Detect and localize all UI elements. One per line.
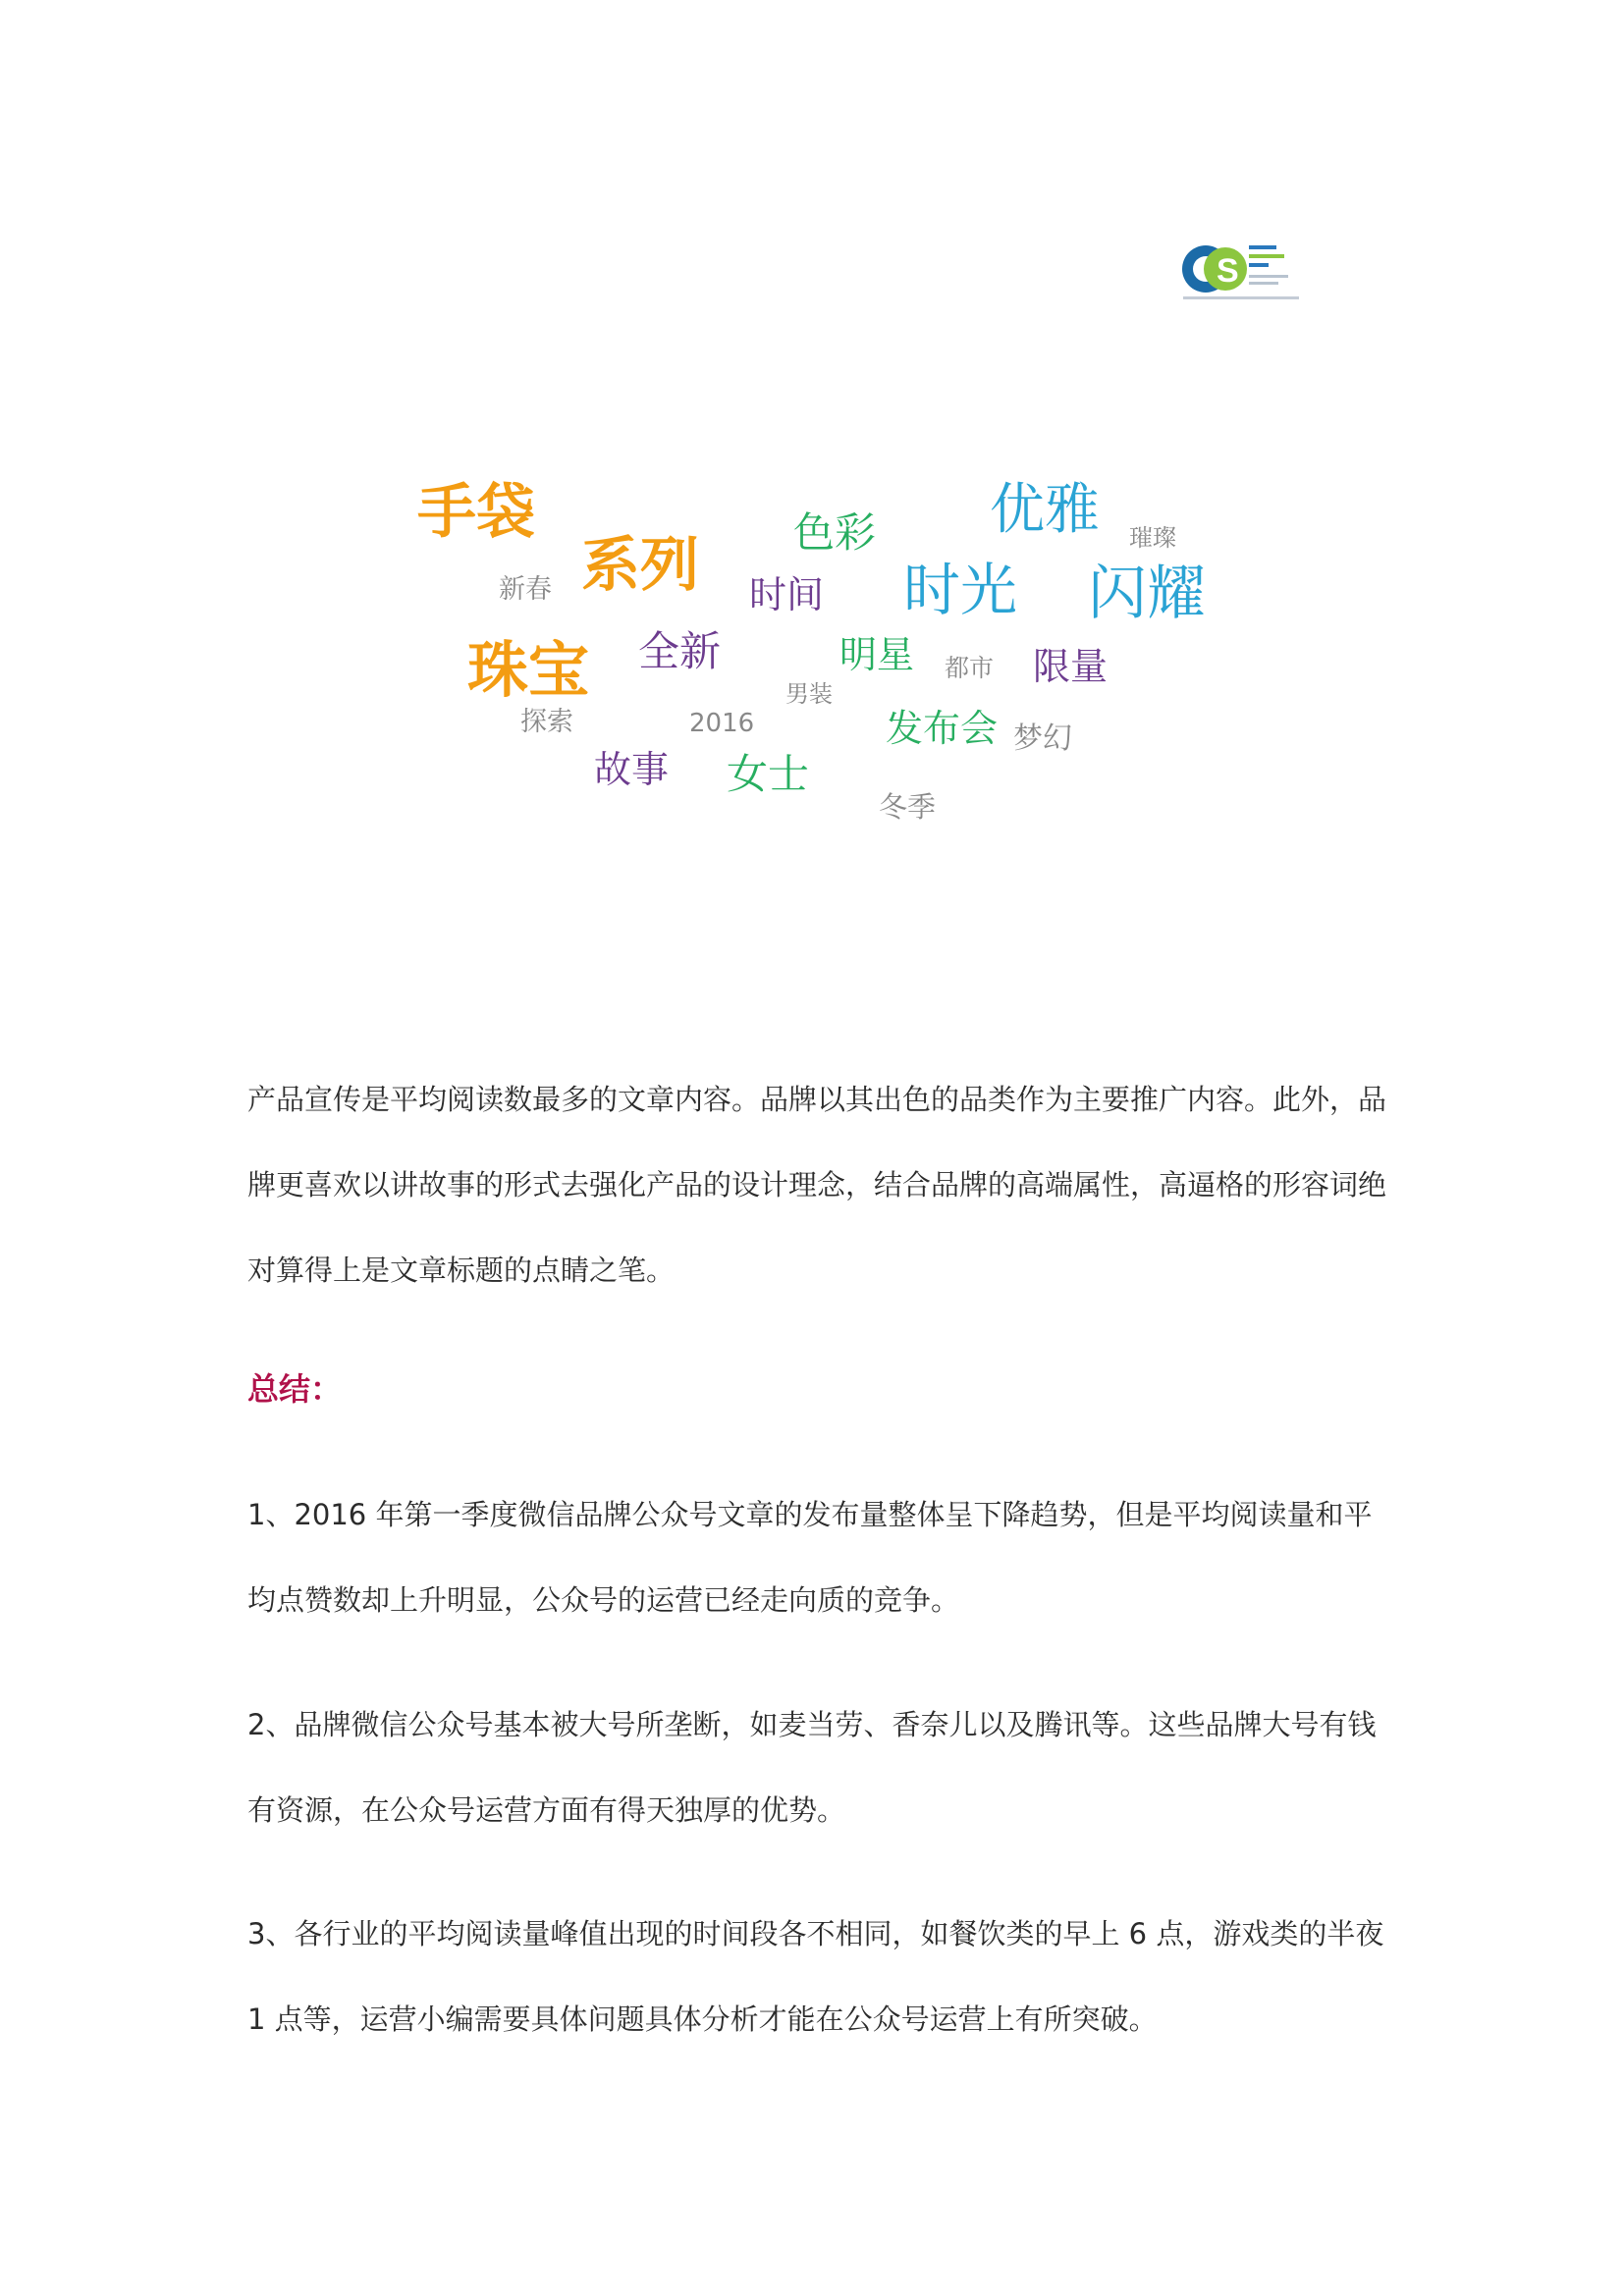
summary-item-1 [247,1472,1386,1643]
cloud-word: 优雅 [990,478,1100,542]
summary-item-2 [247,1682,1386,1853]
text-line: 产品宣传是平均阅读数最多的文章内容。品牌以其出色的品类作为主要推广内容。此外，品 [247,1083,1387,1116]
summary-heading: 总结： [247,1370,343,1408]
cloud-word: 男装 [785,680,833,708]
text-line: 1、2016 年第一季度微信品牌公众号文章的发布量整体呈下降趋势，但是平均阅读量和平 [247,1498,1373,1531]
cloud-word: 色彩 [793,508,877,557]
cloud-word: 女士 [727,750,810,798]
svg-text:S: S [1217,252,1239,290]
cloud-word: 限量 [1033,645,1109,688]
cloud-word: 梦幻 [1013,721,1072,756]
cloud-word: 探索 [520,707,573,737]
cloud-word: 全新 [638,627,722,675]
cloud-word: 时间 [749,573,825,616]
cloud-word: 珠宝 [467,634,590,706]
text-line: 有资源，在公众号运营方面有得天独厚的优势。 [247,1793,846,1827]
text-line: 2、品牌微信公众号基本被大号所垄断，如麦当劳、香奈儿以及腾讯等。这些品牌大号有钱 [247,1708,1377,1741]
text-line: 牌更喜欢以讲故事的形式去强化产品的设计理念，结合品牌的高端属性，高逼格的形容词绝 [247,1168,1387,1201]
cloud-word: 都市 [945,654,995,682]
cloud-word: 手袋 [417,478,535,547]
cloud-word: 璀璨 [1129,524,1176,552]
cloud-word: 新春 [499,574,552,605]
text-line: 1 点等，运营小编需要具体问题具体分析才能在公众号运营上有所突破。 [247,2002,1158,2036]
text-line: 对算得上是文章标题的点睛之笔。 [247,1254,676,1287]
cloud-word: 系列 [581,531,699,600]
cloud-word: 冬季 [879,790,937,824]
cloud-word: 故事 [594,748,670,791]
cloud-word: 时光 [903,557,1018,623]
cloud-word: 闪耀 [1088,560,1206,628]
cloud-word: 2016 [689,709,755,738]
cloud-word: 发布会 [886,707,999,750]
text-line: 3、各行业的平均阅读量峰值出现的时间段各不相同，如餐饮类的早上 6 点，游戏类的半夜 [247,1917,1384,1950]
intro-paragraph [247,1057,1386,1313]
word-cloud [0,0,1623,883]
text-line: 均点赞数却上升明显，公众号的运营已经走向质的竞争。 [247,1583,960,1617]
cloud-word: 明星 [839,633,915,676]
summary-item-3 [247,1892,1386,2062]
